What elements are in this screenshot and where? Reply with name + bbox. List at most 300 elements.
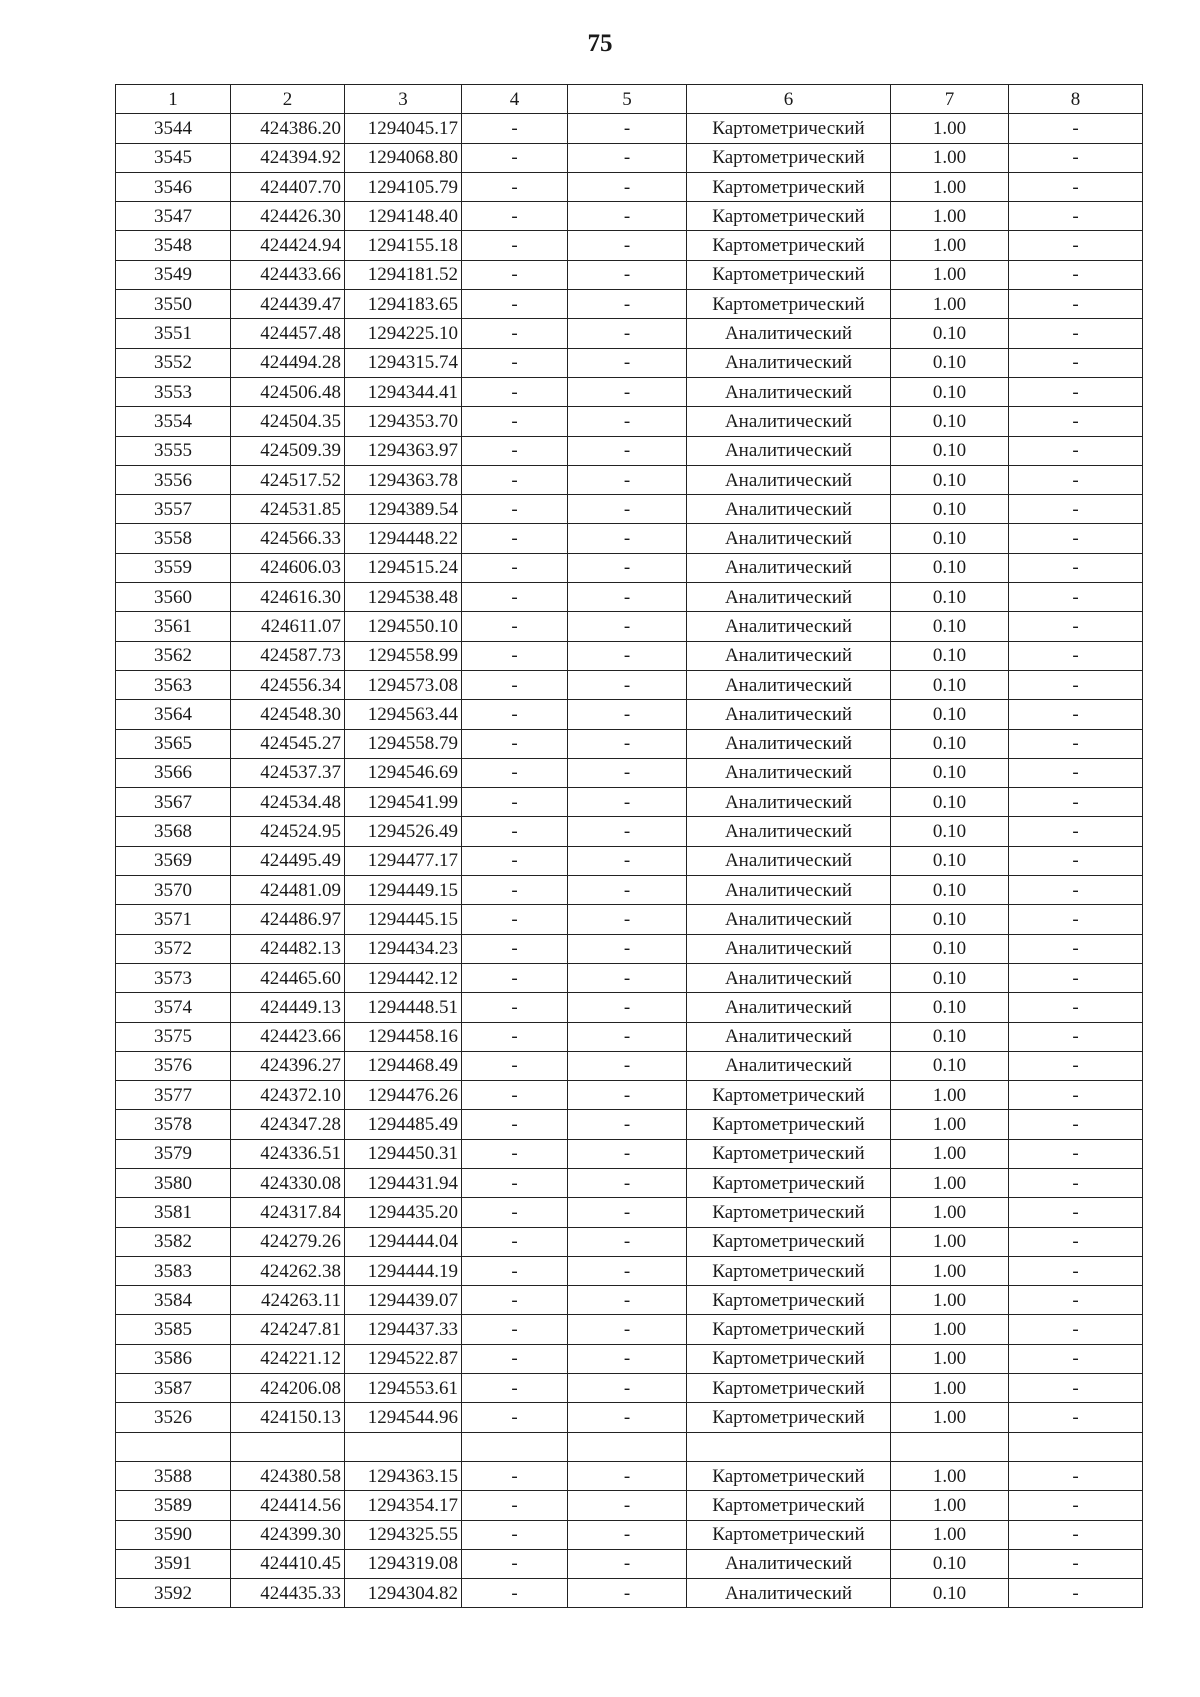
table-row: [116, 1432, 1143, 1461]
table-row: [116, 1168, 1143, 1197]
table-cell-col-6: Аналитический: [687, 583, 891, 612]
table-cell-col-4: -: [462, 114, 568, 143]
table-cell-col-4: -: [462, 993, 568, 1022]
table-row: [116, 905, 1143, 934]
table-cell-col-8: -: [1009, 1315, 1143, 1344]
table-cell-col-7: 1.00: [891, 1227, 1009, 1256]
table-cell-col-4: -: [462, 407, 568, 436]
table-cell-col-6: Картометрический: [687, 1256, 891, 1285]
table-cell-col-1: 3526: [116, 1403, 231, 1432]
table-cell-col-4: -: [462, 1520, 568, 1549]
table-row: [116, 817, 1143, 846]
table-row: [116, 1022, 1143, 1051]
table-cell-col-4: -: [462, 495, 568, 524]
table-cell-col-2: 424465.60: [231, 963, 345, 992]
table-cell-col-6: Аналитический: [687, 465, 891, 494]
table-cell-col-2: 424486.97: [231, 905, 345, 934]
table-cell-col-7: 1.00: [891, 143, 1009, 172]
table-cell-col-4: -: [462, 524, 568, 553]
table-cell-col-5: [568, 1432, 687, 1461]
table-cell-col-3: 1294435.20: [345, 1198, 462, 1227]
table-cell-col-8: -: [1009, 1198, 1143, 1227]
table-cell-col-1: 3557: [116, 495, 231, 524]
table-cell-col-1: 3567: [116, 788, 231, 817]
table-cell-col-3: 1294515.24: [345, 553, 462, 582]
table-cell-col-3: 1294225.10: [345, 319, 462, 348]
table-cell-col-7: 0.10: [891, 905, 1009, 934]
table-cell-col-5: -: [568, 1549, 687, 1578]
table-cell-col-8: -: [1009, 1168, 1143, 1197]
table-cell-col-7: 0.10: [891, 934, 1009, 963]
table-row: [116, 553, 1143, 582]
table-cell-col-1: 3580: [116, 1168, 231, 1197]
table-cell-col-7: 1.00: [891, 1374, 1009, 1403]
table-cell-col-4: -: [462, 876, 568, 905]
table-cell-col-1: 3550: [116, 290, 231, 319]
table-cell-col-7: 0.10: [891, 670, 1009, 699]
table-cell-col-5: -: [568, 114, 687, 143]
table-cell-col-5: -: [568, 700, 687, 729]
table-cell-col-2: 424336.51: [231, 1139, 345, 1168]
table-cell-col-7: 1.00: [891, 290, 1009, 319]
table-cell-col-5: -: [568, 1491, 687, 1520]
table-cell-col-2: 424504.35: [231, 407, 345, 436]
table-row: [116, 729, 1143, 758]
table-cell-col-2: 424380.58: [231, 1461, 345, 1490]
table-cell-col-3: 1294485.49: [345, 1110, 462, 1139]
table-cell-col-6: Аналитический: [687, 1549, 891, 1578]
table-cell-col-6: Картометрический: [687, 1081, 891, 1110]
table-cell-col-6: Аналитический: [687, 612, 891, 641]
table-row: [116, 934, 1143, 963]
table-row: [116, 377, 1143, 406]
table-cell-col-3: 1294558.99: [345, 641, 462, 670]
table-cell-col-5: -: [568, 583, 687, 612]
table-row: [116, 143, 1143, 172]
table-row: [116, 290, 1143, 319]
table-cell-col-1: 3548: [116, 231, 231, 260]
table-cell-col-7: 0.10: [891, 700, 1009, 729]
table-cell-col-3: 1294526.49: [345, 817, 462, 846]
table-cell-col-7: 1.00: [891, 1344, 1009, 1373]
table-cell-col-6: Аналитический: [687, 377, 891, 406]
table-cell-col-8: -: [1009, 1374, 1143, 1403]
table-cell-col-8: -: [1009, 1344, 1143, 1373]
table-cell-col-2: 424457.48: [231, 319, 345, 348]
table-cell-col-3: 1294450.31: [345, 1139, 462, 1168]
table-cell-col-1: 3555: [116, 436, 231, 465]
table-cell-col-6: Картометрический: [687, 1168, 891, 1197]
table-cell-col-3: 1294544.96: [345, 1403, 462, 1432]
table-cell-col-3: 1294354.17: [345, 1491, 462, 1520]
table-cell-col-1: 3591: [116, 1549, 231, 1578]
table-cell-col-4: -: [462, 1344, 568, 1373]
table-cell-col-2: 424616.30: [231, 583, 345, 612]
table-cell-col-1: 3563: [116, 670, 231, 699]
table-cell-col-2: 424247.81: [231, 1315, 345, 1344]
table-cell-col-6: Аналитический: [687, 348, 891, 377]
column-header-4: 4: [462, 85, 568, 114]
table-cell-col-2: 424150.13: [231, 1403, 345, 1432]
table-cell-col-8: -: [1009, 319, 1143, 348]
table-cell-col-3: 1294353.70: [345, 407, 462, 436]
table-cell-col-2: 424347.28: [231, 1110, 345, 1139]
table-cell-col-3: 1294434.23: [345, 934, 462, 963]
table-cell-col-2: 424506.48: [231, 377, 345, 406]
table-row: [116, 319, 1143, 348]
table-cell-col-7: 1.00: [891, 1491, 1009, 1520]
table-cell-col-2: 424386.20: [231, 114, 345, 143]
table-cell-col-1: 3578: [116, 1110, 231, 1139]
table-cell-col-5: -: [568, 1227, 687, 1256]
table-cell-col-8: -: [1009, 963, 1143, 992]
column-header-8: 8: [1009, 85, 1143, 114]
table-cell-col-6: Аналитический: [687, 993, 891, 1022]
table-row: [116, 1374, 1143, 1403]
table-cell-col-3: 1294444.19: [345, 1256, 462, 1285]
table-cell-col-3: 1294183.65: [345, 290, 462, 319]
table-cell-col-5: -: [568, 670, 687, 699]
table-cell-col-1: 3587: [116, 1374, 231, 1403]
table-row: [116, 846, 1143, 875]
table-cell-col-6: Картометрический: [687, 202, 891, 231]
table-cell-col-8: -: [1009, 1256, 1143, 1285]
table-cell-col-6: Аналитический: [687, 905, 891, 934]
table-cell-col-6: Аналитический: [687, 1022, 891, 1051]
table-cell-col-4: -: [462, 934, 568, 963]
table-cell-col-6: Картометрический: [687, 114, 891, 143]
table-row: [116, 231, 1143, 260]
column-header-7: 7: [891, 85, 1009, 114]
table-cell-col-1: 3552: [116, 348, 231, 377]
table-cell-col-5: -: [568, 1374, 687, 1403]
table-row: [116, 1051, 1143, 1080]
table-cell-col-6: Аналитический: [687, 641, 891, 670]
table-cell-col-3: 1294315.74: [345, 348, 462, 377]
column-header-2: 2: [231, 85, 345, 114]
table-cell-col-2: 424263.11: [231, 1286, 345, 1315]
table-cell-col-5: -: [568, 612, 687, 641]
table-cell-col-5: -: [568, 1461, 687, 1490]
table-cell-col-4: -: [462, 1256, 568, 1285]
table-cell-col-8: -: [1009, 524, 1143, 553]
table-cell-col-5: -: [568, 1315, 687, 1344]
table-row: [116, 114, 1143, 143]
table-cell-col-4: -: [462, 202, 568, 231]
table-cell-col-8: -: [1009, 407, 1143, 436]
table-cell-col-3: 1294553.61: [345, 1374, 462, 1403]
table-row: [116, 1579, 1143, 1608]
table-cell-col-6: Аналитический: [687, 1051, 891, 1080]
table-row: [116, 202, 1143, 231]
table-row: [116, 1081, 1143, 1110]
table-cell-col-5: -: [568, 319, 687, 348]
table-cell-col-8: -: [1009, 231, 1143, 260]
table-cell-col-2: 424262.38: [231, 1256, 345, 1285]
table-row: [116, 1315, 1143, 1344]
table-cell-col-1: 3572: [116, 934, 231, 963]
table-cell-col-8: -: [1009, 1579, 1143, 1608]
table-cell-col-7: 1.00: [891, 1403, 1009, 1432]
table-cell-col-6: Аналитический: [687, 788, 891, 817]
table-cell-col-8: -: [1009, 700, 1143, 729]
table-row: [116, 1286, 1143, 1315]
table-cell-col-4: -: [462, 963, 568, 992]
table-cell-col-5: -: [568, 846, 687, 875]
table-cell-col-7: 0.10: [891, 963, 1009, 992]
table-cell-col-2: 424611.07: [231, 612, 345, 641]
table-cell-col-5: -: [568, 290, 687, 319]
table-cell-col-7: 0.10: [891, 846, 1009, 875]
table-cell-col-4: -: [462, 846, 568, 875]
page-number: 75: [587, 30, 613, 57]
table-cell-col-8: -: [1009, 465, 1143, 494]
table-cell-col-3: 1294448.51: [345, 993, 462, 1022]
table-cell-col-4: -: [462, 1315, 568, 1344]
table-cell-col-7: 0.10: [891, 465, 1009, 494]
table-cell-col-2: 424524.95: [231, 817, 345, 846]
table-cell-col-5: -: [568, 876, 687, 905]
table-cell-col-5: -: [568, 905, 687, 934]
table-cell-col-2: 424449.13: [231, 993, 345, 1022]
table-row: [116, 1344, 1143, 1373]
table-cell-col-3: 1294541.99: [345, 788, 462, 817]
table-cell-col-7: 0.10: [891, 553, 1009, 582]
table-cell-col-7: 1.00: [891, 202, 1009, 231]
table-cell-col-4: -: [462, 905, 568, 934]
table-cell-col-2: 424435.33: [231, 1579, 345, 1608]
table-cell-col-1: 3551: [116, 319, 231, 348]
table-cell-col-3: 1294439.07: [345, 1286, 462, 1315]
table-cell-col-4: -: [462, 1198, 568, 1227]
table-cell-col-3: 1294437.33: [345, 1315, 462, 1344]
table-cell-col-8: -: [1009, 1110, 1143, 1139]
table-cell-col-6: Картометрический: [687, 172, 891, 201]
table-cell-col-1: 3556: [116, 465, 231, 494]
table-cell-col-5: -: [568, 641, 687, 670]
table-cell-col-3: 1294344.41: [345, 377, 462, 406]
table-cell-col-4: -: [462, 377, 568, 406]
column-header-1: 1: [116, 85, 231, 114]
column-header-3: 3: [345, 85, 462, 114]
table-cell-col-6: Картометрический: [687, 231, 891, 260]
table-cell-col-1: 3579: [116, 1139, 231, 1168]
table-cell-col-1: [116, 1432, 231, 1461]
table-cell-col-2: 424206.08: [231, 1374, 345, 1403]
table-cell-col-1: 3569: [116, 846, 231, 875]
table-cell-col-4: -: [462, 1286, 568, 1315]
table-cell-col-5: -: [568, 1198, 687, 1227]
table-cell-col-3: 1294468.49: [345, 1051, 462, 1080]
table-cell-col-2: [231, 1432, 345, 1461]
table-cell-col-6: Картометрический: [687, 1491, 891, 1520]
table-cell-col-7: 1.00: [891, 260, 1009, 289]
table-row: [116, 1256, 1143, 1285]
table-cell-col-1: 3575: [116, 1022, 231, 1051]
table-cell-col-8: -: [1009, 905, 1143, 934]
table-cell-col-2: 424396.27: [231, 1051, 345, 1080]
table-cell-col-6: Аналитический: [687, 934, 891, 963]
table-cell-col-7: 0.10: [891, 788, 1009, 817]
table-cell-col-4: -: [462, 1110, 568, 1139]
table-cell-col-3: 1294389.54: [345, 495, 462, 524]
table-cell-col-8: -: [1009, 377, 1143, 406]
table-cell-col-6: Картометрический: [687, 143, 891, 172]
table-row: [116, 963, 1143, 992]
table-cell-col-2: 424279.26: [231, 1227, 345, 1256]
table-cell-col-3: 1294458.16: [345, 1022, 462, 1051]
table-row: [116, 1139, 1143, 1168]
table-cell-col-5: -: [568, 993, 687, 1022]
table-cell-col-3: 1294550.10: [345, 612, 462, 641]
table-cell-col-6: Картометрический: [687, 1344, 891, 1373]
table-cell-col-1: 3590: [116, 1520, 231, 1549]
table-cell-col-8: -: [1009, 788, 1143, 817]
table-cell-col-6: Картометрический: [687, 260, 891, 289]
table-cell-col-8: -: [1009, 934, 1143, 963]
table-row: [116, 612, 1143, 641]
table-cell-col-5: -: [568, 934, 687, 963]
table-cell-col-3: 1294304.82: [345, 1579, 462, 1608]
table-row: [116, 1227, 1143, 1256]
table-cell-col-3: 1294477.17: [345, 846, 462, 875]
table-cell-col-4: -: [462, 436, 568, 465]
table-cell-col-2: 424482.13: [231, 934, 345, 963]
table-cell-col-2: 424509.39: [231, 436, 345, 465]
table-cell-col-1: 3585: [116, 1315, 231, 1344]
table-cell-col-8: -: [1009, 583, 1143, 612]
table-cell-col-8: -: [1009, 348, 1143, 377]
table-cell-col-8: -: [1009, 1491, 1143, 1520]
table-row: [116, 1520, 1143, 1549]
table-cell-col-5: -: [568, 436, 687, 465]
table-cell-col-5: -: [568, 407, 687, 436]
table-row: [116, 993, 1143, 1022]
table-cell-col-4: -: [462, 1491, 568, 1520]
table-cell-col-2: 424556.34: [231, 670, 345, 699]
table-cell-col-1: 3560: [116, 583, 231, 612]
table-row: [116, 348, 1143, 377]
table-cell-col-1: 3589: [116, 1491, 231, 1520]
table-cell-col-3: 1294325.55: [345, 1520, 462, 1549]
table-cell-col-2: 424424.94: [231, 231, 345, 260]
table-cell-col-1: 3549: [116, 260, 231, 289]
table-cell-col-4: -: [462, 758, 568, 787]
table-cell-col-7: 1.00: [891, 1168, 1009, 1197]
table-cell-col-2: 424531.85: [231, 495, 345, 524]
table-row: [116, 465, 1143, 494]
table-cell-col-3: 1294573.08: [345, 670, 462, 699]
table-cell-col-4: -: [462, 612, 568, 641]
table-cell-col-1: 3584: [116, 1286, 231, 1315]
table-cell-col-1: 3544: [116, 114, 231, 143]
table-cell-col-6: Картометрический: [687, 290, 891, 319]
table-cell-col-3: 1294319.08: [345, 1549, 462, 1578]
table-cell-col-4: -: [462, 553, 568, 582]
table-cell-col-4: -: [462, 817, 568, 846]
table-cell-col-1: 3581: [116, 1198, 231, 1227]
table-cell-col-6: Картометрический: [687, 1227, 891, 1256]
table-cell-col-3: 1294045.17: [345, 114, 462, 143]
table-cell-col-5: -: [568, 524, 687, 553]
table-cell-col-1: 3588: [116, 1461, 231, 1490]
table-cell-col-6: Аналитический: [687, 407, 891, 436]
table-cell-col-8: -: [1009, 436, 1143, 465]
table-cell-col-3: 1294558.79: [345, 729, 462, 758]
table-row: [116, 260, 1143, 289]
table-cell-col-2: 424407.70: [231, 172, 345, 201]
table-cell-col-1: 3573: [116, 963, 231, 992]
column-header-6: 6: [687, 85, 891, 114]
table-cell-col-5: -: [568, 1139, 687, 1168]
table-cell-col-8: -: [1009, 758, 1143, 787]
table-row: [116, 876, 1143, 905]
table-row: [116, 1461, 1143, 1490]
table-cell-col-8: -: [1009, 1520, 1143, 1549]
table-cell-col-5: -: [568, 1286, 687, 1315]
table-cell-col-3: 1294522.87: [345, 1344, 462, 1373]
table-header: [116, 85, 1143, 114]
table-cell-col-2: 424426.30: [231, 202, 345, 231]
table-cell-col-5: -: [568, 817, 687, 846]
table-cell-col-4: -: [462, 1374, 568, 1403]
table-cell-col-5: -: [568, 1579, 687, 1608]
table-cell-col-1: 3576: [116, 1051, 231, 1080]
table-cell-col-6: Аналитический: [687, 963, 891, 992]
table-row: [116, 1110, 1143, 1139]
table-cell-col-4: -: [462, 260, 568, 289]
table-cell-col-8: -: [1009, 143, 1143, 172]
table-cell-col-7: 0.10: [891, 1022, 1009, 1051]
table-cell-col-1: 3561: [116, 612, 231, 641]
table-cell-col-6: Аналитический: [687, 319, 891, 348]
table-cell-col-8: -: [1009, 495, 1143, 524]
table-cell-col-2: 424495.49: [231, 846, 345, 875]
table-cell-col-2: 424566.33: [231, 524, 345, 553]
table-cell-col-7: 1.00: [891, 1081, 1009, 1110]
table-cell-col-4: -: [462, 1403, 568, 1432]
table-cell-col-4: -: [462, 143, 568, 172]
table-cell-col-6: Картометрический: [687, 1315, 891, 1344]
table-cell-col-7: 0.10: [891, 407, 1009, 436]
table-cell-col-6: Аналитический: [687, 670, 891, 699]
table-cell-col-4: -: [462, 290, 568, 319]
table-row: [116, 583, 1143, 612]
table-cell-col-3: 1294449.15: [345, 876, 462, 905]
table-cell-col-7: 0.10: [891, 583, 1009, 612]
table-cell-col-8: -: [1009, 1139, 1143, 1168]
table-cell-col-2: 424423.66: [231, 1022, 345, 1051]
table-cell-col-1: 3568: [116, 817, 231, 846]
table-row: [116, 700, 1143, 729]
table-cell-col-7: 1.00: [891, 1256, 1009, 1285]
table-cell-col-5: -: [568, 1168, 687, 1197]
table-cell-col-2: 424372.10: [231, 1081, 345, 1110]
table-row: [116, 524, 1143, 553]
table-cell-col-1: 3582: [116, 1227, 231, 1256]
table-cell-col-3: 1294105.79: [345, 172, 462, 201]
table-cell-col-5: -: [568, 260, 687, 289]
table-cell-col-1: 3583: [116, 1256, 231, 1285]
table-cell-col-6: Аналитический: [687, 436, 891, 465]
table-cell-col-5: -: [568, 495, 687, 524]
table-cell-col-3: [345, 1432, 462, 1461]
table-cell-col-7: 1.00: [891, 172, 1009, 201]
table-cell-col-8: -: [1009, 260, 1143, 289]
table-cell-col-7: 1.00: [891, 1315, 1009, 1344]
table-cell-col-7: 0.10: [891, 319, 1009, 348]
table-cell-col-4: [462, 1432, 568, 1461]
